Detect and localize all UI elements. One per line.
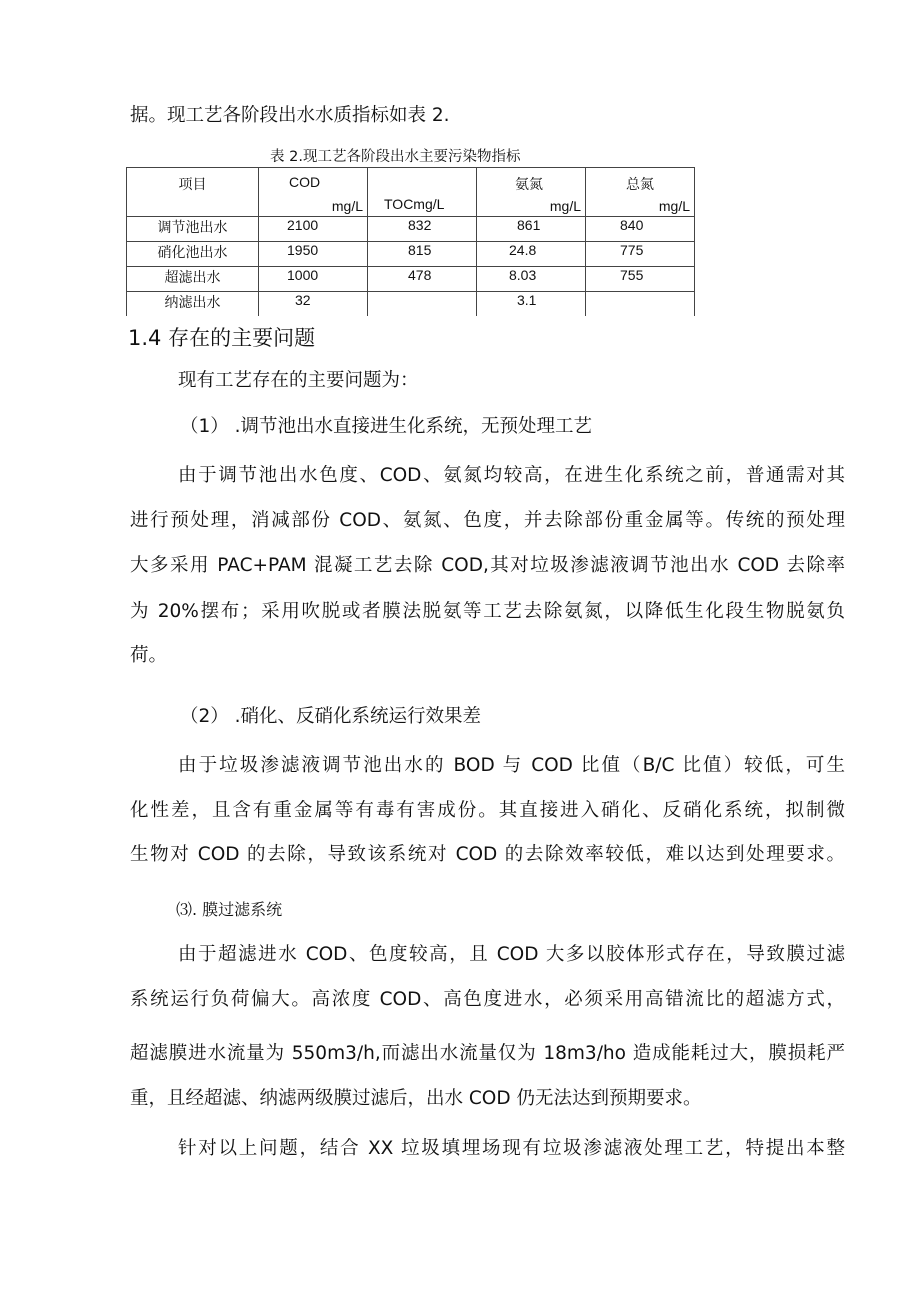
intro-line: 据。现工艺各阶段出水水质指标如表 2. <box>130 105 450 126</box>
paragraph-line: 现有工艺存在的主要问题为： <box>178 370 419 391</box>
paragraph-line: 为 20%摆布；采用吹脱或者膜法脱氨等工艺去除氨氮，以降低生化段生物脱氨负 <box>130 601 845 622</box>
row-label: 调节池出水 <box>127 217 259 242</box>
paragraph-line: 大多采用 PAC+PAM 混凝工艺去除 COD,其对垃圾渗滤液调节池出水 COD 去除率 <box>130 555 845 576</box>
cell-ammonia: 3.1 <box>517 292 537 308</box>
table-row <box>127 292 695 317</box>
paragraph-line: 荷。 <box>130 645 168 666</box>
cell-cod: 1950 <box>287 242 319 258</box>
paragraph-line: 重，且经超滤、纳滤两级膜过滤后，出水 COD 仍无法达到预期要求。 <box>130 1088 702 1109</box>
paragraph-line: 由于超滤进水 COD、色度较高，且 COD 大多以胶体形式存在，导致膜过滤 <box>178 944 845 965</box>
subheading-1: （1） .调节池出水直接进生化系统，无预处理工艺 <box>180 416 593 437</box>
paragraph-line: 由于垃圾渗滤液调节池出水的 BOD 与 COD 比值（B/C 比值）较低，可生 <box>178 755 845 776</box>
header-total-nitrogen: 总氮 <box>626 176 654 192</box>
cell-ammonia: 861 <box>517 217 541 233</box>
table-row <box>127 217 695 242</box>
row-label: 硝化池出水 <box>127 242 259 267</box>
header-toc: TOCmg/L <box>384 196 445 212</box>
cell-cod: 2100 <box>287 217 319 233</box>
cell-toc: 832 <box>408 217 432 233</box>
header-cod: COD <box>289 174 321 190</box>
cell-ammonia: 24.8 <box>509 242 537 258</box>
header-ammonia: 氨氮 <box>515 176 543 192</box>
cell-cod: 1000 <box>287 267 319 283</box>
paragraph-line: 针对以上问题，结合 XX 垃圾填埋场现有垃圾渗滤液处理工艺，特提出本整 <box>178 1138 845 1159</box>
table-row <box>127 267 695 292</box>
paragraph-line: 由于调节池出水色度、COD、氨氮均较高，在进生化系统之前，普通需对其 <box>178 465 845 486</box>
row-label: 纳滤出水 <box>127 292 259 317</box>
cell-cod: 32 <box>295 292 311 308</box>
cell-toc: 478 <box>408 267 432 283</box>
header-ammonia-unit: mg/L <box>549 198 581 214</box>
cell-ammonia: 8.03 <box>509 267 537 283</box>
row-label: 超滤出水 <box>127 267 259 292</box>
cell-toc: 815 <box>408 242 432 258</box>
header-cod-unit: mg/L <box>331 198 363 214</box>
subheading-3: ⑶. 膜过滤系统 <box>176 900 283 919</box>
table-caption: 表 2.现工艺各阶段出水主要污染物指标 <box>270 149 521 165</box>
subheading-2: （2） .硝化、反硝化系统运行效果差 <box>180 706 482 727</box>
table-header-row <box>127 168 695 217</box>
paragraph-line: 化性差，且含有重金属等有毒有害成份。其直接进入硝化、反硝化系统，拟制微 <box>130 800 845 821</box>
cell-tn: 755 <box>620 267 644 283</box>
table-row <box>127 242 695 267</box>
cell-tn: 840 <box>620 217 644 233</box>
paragraph-line: 生物对 COD 的去除，导致该系统对 COD 的去除效率较低，难以达到处理要求。 <box>130 844 845 865</box>
paragraph-line: 系统运行负荷偏大。高浓度 COD、高色度进水，必须采用高错流比的超滤方式， <box>130 989 845 1010</box>
section-heading: 1.4 存在的主要问题 <box>128 326 316 350</box>
paragraph-line: 进行预处理，消减部份 COD、氨氮、色度，并去除部份重金属等。传统的预处理 <box>130 510 845 531</box>
pollutant-table <box>126 167 695 316</box>
header-tn-unit: mg/L <box>658 198 690 214</box>
paragraph-line: 超滤膜进水流量为 550m3/h,而滤出水流量仅为 18m3/ho 造成能耗过大，膜损耗严 <box>130 1043 845 1064</box>
cell-tn: 775 <box>620 242 644 258</box>
header-item: 项目 <box>178 176 207 192</box>
